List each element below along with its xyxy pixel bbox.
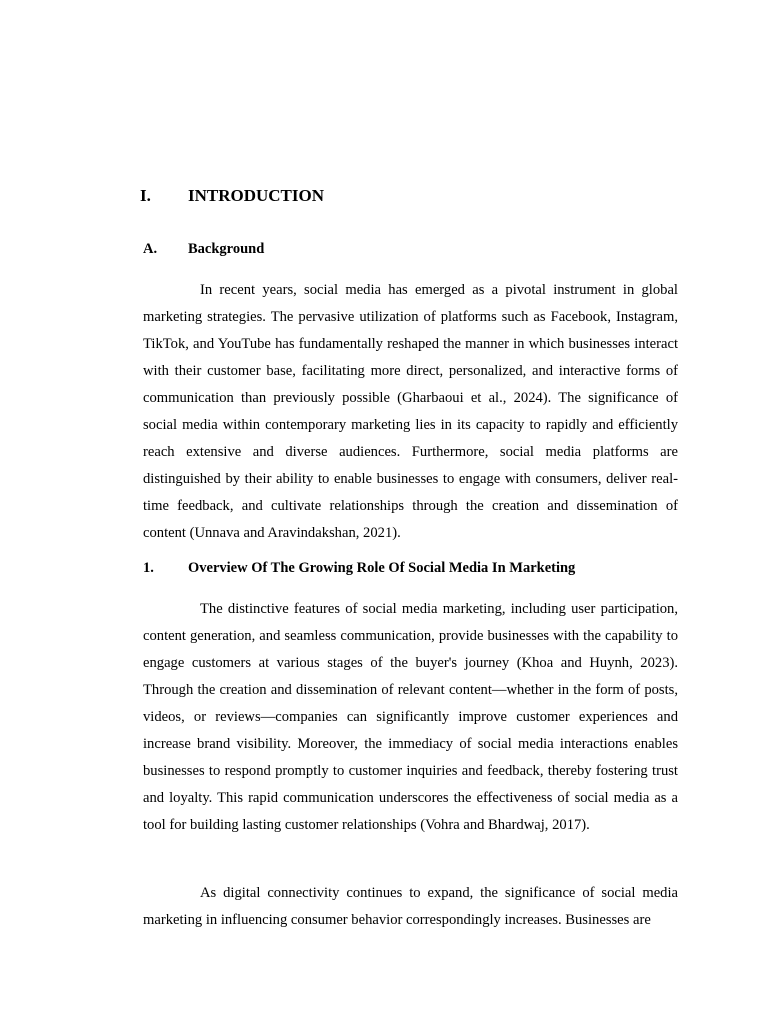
body-paragraph-1: In recent years, social media has emerged as a pivotal instrument in global marketing strategies. The pervasive utilization of platforms such as Facebook, Instagram, TikTok, and YouTube has fundamentally reshaped the manner in which businesses interact with their customer base, facilitating more direct, personalized, and interactive forms of communication than previously possible (Gharbaoui et al., 2024). The significance of social media within contemporary marketing lies in its capacity to rapidly and efficiently reach extensive and diverse audiences. Furthermore, social media platforms are distinguished by their ability to enable businesses to engage with consumers, deliver real-time feedback, and cultivate relationships through the creation and dissemination of content (Unnava and Aravindakshan, 2021). [143,282,678,541]
subsubsection-title: Overview Of The Growing Role Of Social Media In Marketing [188,560,576,576]
section-title: INTRODUCTION [188,186,325,205]
body-paragraph-3: As digital connectivity continues to expand, the significance of social media marketing in influencing consumer behavior correspondingly increases. Businesses are [143,885,678,928]
body-paragraph-2: The distinctive features of social media marketing, including user participation, content generation, and seamless communication, provide businesses with the capability to engage customers at various stages of the buyer's journey (Khoa and Huynh, 2023). Through the creation and dissemination of relevant content—whether in the form of posts, videos, or reviews—companies can significantly improve customer experiences and increase brand visibility. Moreover, the immediacy of social media interactions enables businesses to respond promptly to customer inquiries and feedback, thereby fostering trust and loyalty. This rapid communication underscores the effectiveness of social media as a tool for building lasting customer relationships (Vohra and Bhardwaj, 2017). [143,601,678,833]
section-number: I. [140,186,151,205]
subsection-title: Background [188,241,265,257]
subsection-letter: A. [143,241,158,257]
subsubsection-number: 1. [143,560,154,576]
